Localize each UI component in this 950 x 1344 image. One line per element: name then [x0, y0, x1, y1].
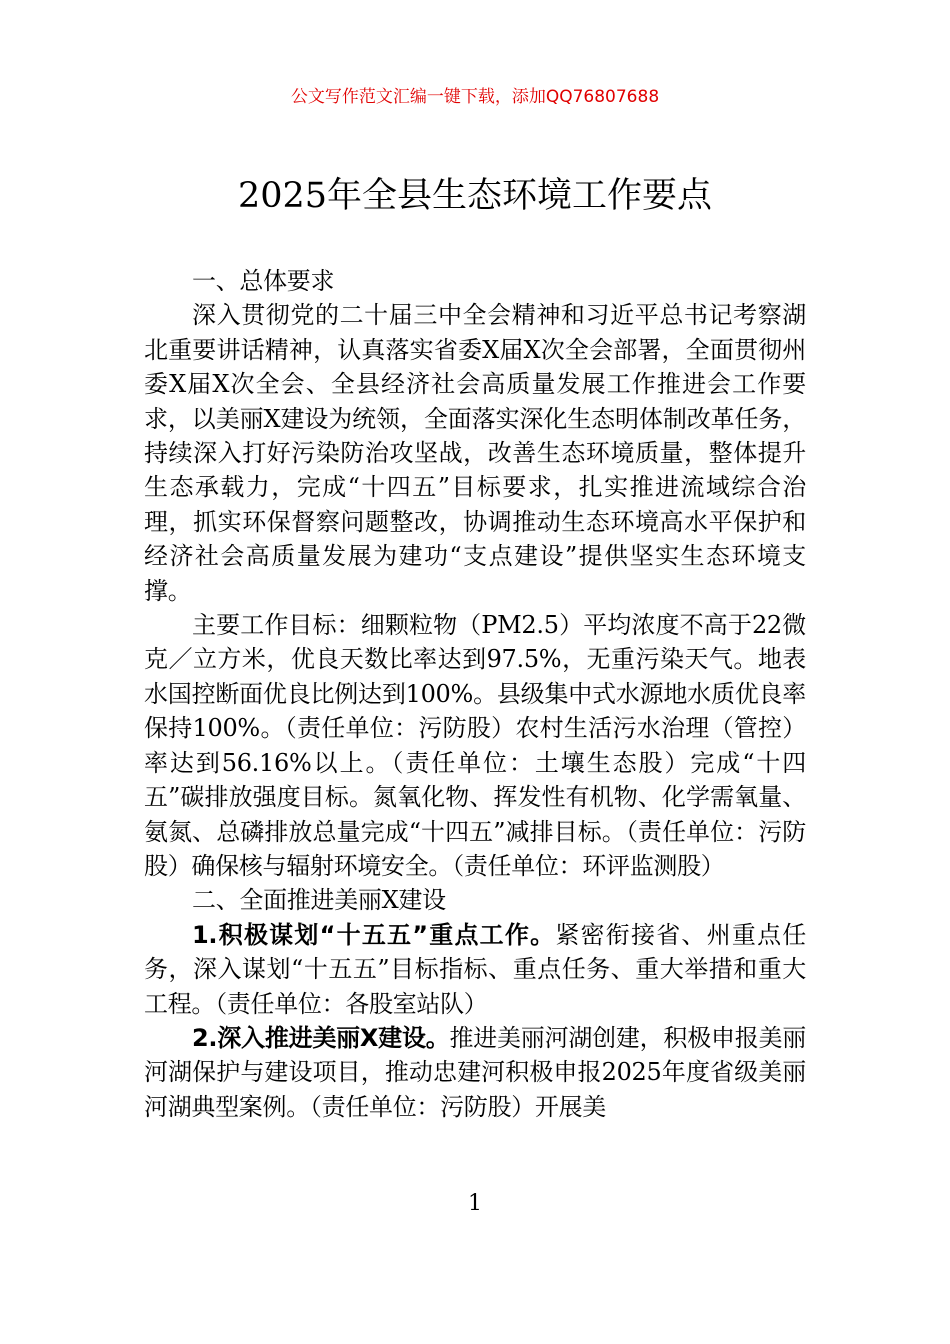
document-title: 2025年全县生态环境工作要点 — [237, 176, 713, 216]
document-body — [144, 264, 806, 1124]
paragraph-item-1 — [144, 918, 806, 1021]
item-1-lead: 1.积极谋划“十五五”重点工作。 — [192, 920, 556, 949]
section-heading-general-requirements: 一、总体要求 — [192, 267, 335, 295]
paragraph-main-targets: 主要工作目标：细颗粒物（PM2.5）平均浓度不高于22微克／立方米，优良天数比率达到97.5%，无重污染天气。地表水国控断面优良比例达到100%。县级集中式水源地水质优良率保持100%。（责任单位：污防股）农村生活污水治理（管控）率达到56.16%以上。（责任单位：土壤生态股）完成“十四五”碳排放强度目标。氮氧化物、挥发性有机物、化学需氧量、氨氮、总磷排放总量完成“十四五”减排目标。（责任单位：污防股）确保核与辐射环境安全。（责任单位：环评监测股） — [144, 611, 806, 880]
item-2-text: 推进美丽河湖创建，积极申报美丽河湖保护与建设项目，推动忠建河积极申报2025年度省级美丽河湖典型案例。（责任单位：污防股）开展美 — [144, 1023, 806, 1121]
item-1-text: 紧密衔接省、州重点任务，深入谋划“十五五”目标指标、重点任务、重大举措和重大工程。（责任单位：各股室站队） — [144, 920, 806, 1018]
item-2-lead: 2.深入推进美丽X建设。 — [192, 1023, 450, 1052]
download-banner: 公文写作范文汇编一键下载，添加QQ76807688 — [290, 87, 660, 107]
paragraph-item-2 — [144, 1021, 806, 1124]
section-heading-beautiful-construction: 二、全面推进美丽X建设 — [192, 886, 446, 915]
paragraph-general-requirements: 深入贯彻党的二十届三中全会精神和习近平总书记考察湖北重要讲话精神，认真落实省委X届X次全会部署，全面贯彻州委X届X次全会、全县经济社会高质量发展工作推进会工作要求，以美丽X建设为统领，全面落实深化生态明体制改革任务，持续深入打好污染防治攻坚战，改善生态环境质量，整体提升生态承载力，完成“十四五”目标要求，扎实推进流域综合治理，抓实环保督察问题整改，协调推动生态环境高水平保护和经济社会高质量发展为建功“支点建设”提供坚实生态环境支撑。 — [144, 301, 806, 605]
page-number: 1 — [468, 1191, 482, 1216]
